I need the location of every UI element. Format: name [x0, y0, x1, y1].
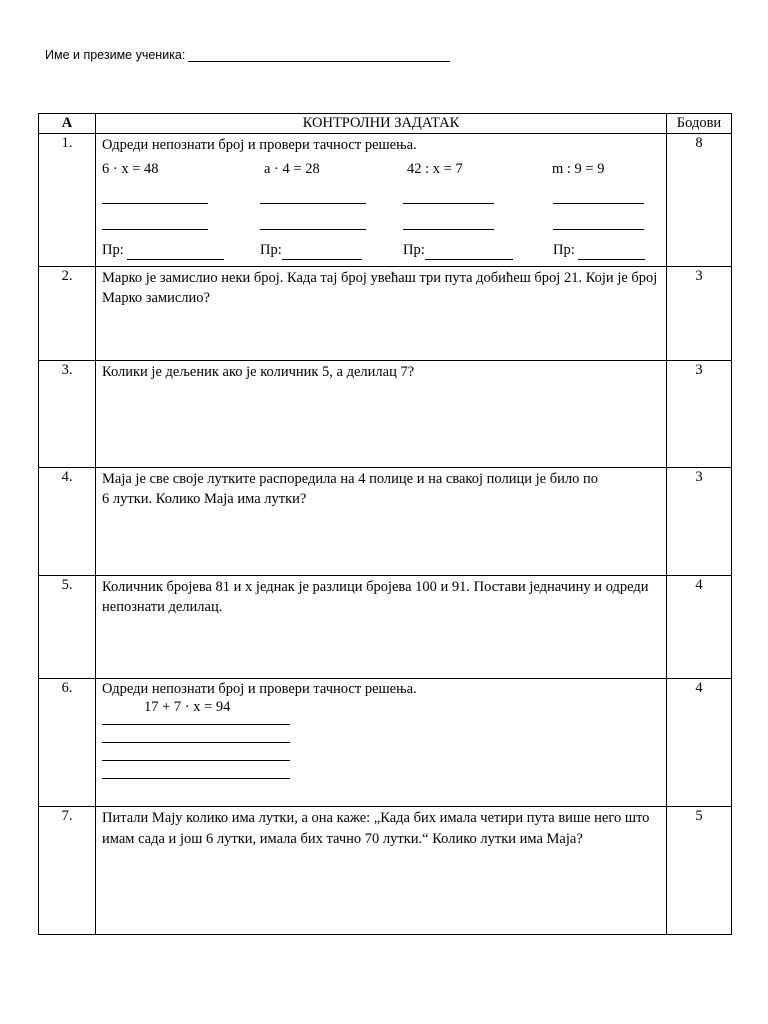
check-field	[553, 241, 645, 260]
check-label: Пр:	[553, 242, 575, 258]
task-content	[96, 361, 667, 468]
table-row	[39, 679, 732, 807]
task-points: 3	[667, 468, 732, 576]
task-text: Питали Мају колико има лутки, а она каже: „Када бих имала четири пута више него што имам сада и још 6 лутки, имала бих тачно 70 лутки.“ Колико лутки има Маја?	[102, 810, 650, 847]
answer-line[interactable]	[102, 203, 208, 204]
task-points: 4	[667, 679, 732, 807]
task-text: Одреди непознати број и провери тачност решења.	[102, 137, 417, 153]
task-text: Количник бројева 81 и x једнак је разлици бројева 100 и 91. Постави једначину и одреди непознати делилац.	[102, 579, 649, 615]
check-blank[interactable]	[127, 246, 224, 260]
task-equation: 17 + 7 · x = 94	[144, 699, 231, 715]
task-number: 1.	[39, 134, 96, 267]
task-points: 3	[667, 267, 732, 361]
answer-line[interactable]	[102, 743, 290, 761]
task-number: 2.	[39, 267, 96, 361]
task-number: 3.	[39, 361, 96, 468]
header-points: Бодови	[667, 114, 732, 134]
answer-line[interactable]	[403, 229, 494, 230]
test-table	[38, 113, 732, 935]
check-label: Пр:	[403, 242, 425, 258]
answer-line[interactable]	[403, 203, 494, 204]
task-number: 5.	[39, 576, 96, 679]
task-text: Марко је замислио неки број. Када тај број увећаш три пута добићеш број 21. Који је број Марко замислио?	[102, 270, 658, 306]
task-points: 3	[667, 361, 732, 468]
answer-line[interactable]	[260, 203, 366, 204]
equation: 6 · x = 48	[102, 161, 159, 177]
check-label: Пр:	[260, 242, 282, 258]
task-content	[96, 134, 667, 267]
table-row	[39, 361, 732, 468]
answer-line[interactable]	[102, 725, 290, 743]
table-row	[39, 576, 732, 679]
student-name-row	[45, 48, 450, 62]
student-name-blank[interactable]	[188, 49, 450, 62]
check-blank[interactable]	[425, 246, 513, 260]
check-blank[interactable]	[578, 246, 645, 260]
task1-grid	[102, 135, 660, 258]
check-field	[260, 241, 362, 260]
task-content	[96, 679, 667, 807]
task-number: 7.	[39, 807, 96, 935]
task-text: Одреди непознати број и провери тачност решења.	[102, 681, 417, 697]
check-blank[interactable]	[282, 246, 362, 260]
answer-line[interactable]	[102, 229, 208, 230]
task-content	[96, 468, 667, 576]
check-field	[102, 241, 224, 260]
table-row	[39, 468, 732, 576]
table-row	[39, 807, 732, 935]
task-content	[96, 807, 667, 935]
answer-line[interactable]	[102, 761, 290, 779]
equation: a · 4 = 28	[264, 161, 320, 177]
answer-line[interactable]	[553, 203, 644, 204]
header-number: А	[39, 114, 96, 134]
answer-line[interactable]	[102, 716, 290, 725]
check-field	[403, 241, 513, 260]
student-name-label: Име и презиме ученика:	[45, 48, 186, 62]
task-points: 5	[667, 807, 732, 935]
table-header-row	[39, 114, 732, 134]
task-points: 8	[667, 134, 732, 267]
equation: 42 : x = 7	[407, 161, 463, 177]
task-points: 4	[667, 576, 732, 679]
task-content	[96, 576, 667, 679]
task-content	[96, 267, 667, 361]
header-title: КОНТРОЛНИ ЗАДАТАК	[96, 114, 667, 134]
task-number: 6.	[39, 679, 96, 807]
task-text: Маја је све своје лутките распоредила на 4 полице и на свакој полици је било по 6 лутки. Колико Маја има лутки?	[102, 471, 598, 507]
table-row	[39, 134, 732, 267]
answer-line[interactable]	[260, 229, 366, 230]
task-number: 4.	[39, 468, 96, 576]
table-row	[39, 267, 732, 361]
equation: m : 9 = 9	[552, 161, 605, 177]
answer-line[interactable]	[553, 229, 644, 230]
check-label: Пр:	[102, 242, 124, 258]
task-text: Колики је дељеник ако је количник 5, а делилац 7?	[102, 364, 415, 380]
